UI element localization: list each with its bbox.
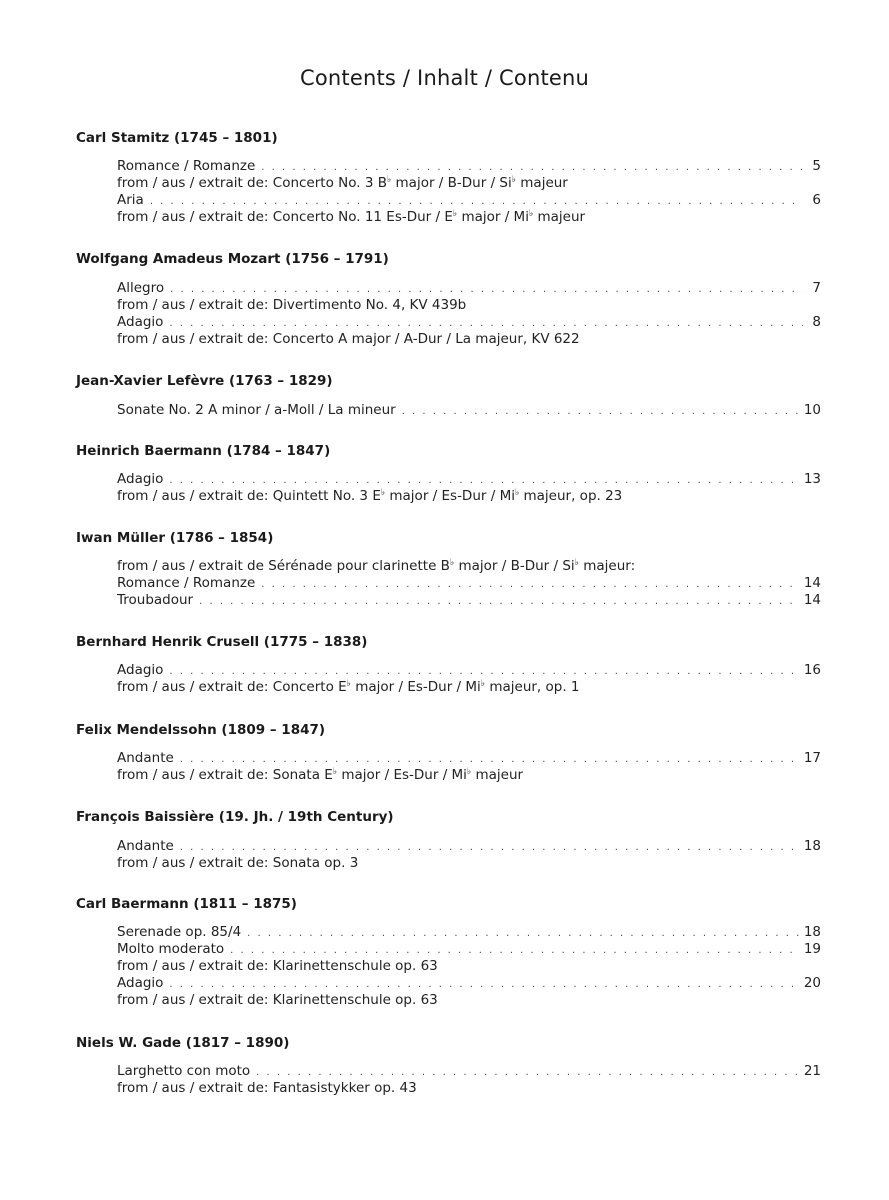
- toc-entry: [117, 402, 821, 419]
- entry-title: Adagio: [117, 314, 164, 330]
- composer-name: Felix Mendelssohn: [76, 722, 217, 738]
- flat-sign: ♭: [380, 488, 386, 498]
- composer-dates: (1775 – 1838): [259, 634, 368, 650]
- flat-sign: ♭: [514, 488, 520, 498]
- toc-entry: [117, 838, 821, 855]
- dot-leader: [180, 751, 800, 768]
- source-note: from / aus / extrait de: Klarinettenschule op. 63: [117, 992, 438, 1008]
- source-note: from / aus / extrait de: Sonata E♭ major / Es-Dur / Mi♭ majeur: [117, 767, 524, 783]
- composer-heading: [76, 634, 816, 650]
- source-note: from / aus / extrait de Sérénade pour clarinette B♭ major / B-Dur / Si♭ majeur:: [117, 558, 636, 574]
- page-number: 16: [803, 662, 821, 678]
- flat-sign: ♭: [346, 679, 351, 689]
- composer-heading: [76, 722, 816, 738]
- dot-leader: [247, 925, 800, 942]
- composer-heading: [76, 130, 816, 146]
- page-number: 8: [812, 314, 821, 330]
- entry-title: Andante: [117, 838, 174, 854]
- page-number: 13: [803, 471, 821, 487]
- dot-leader: [169, 315, 803, 332]
- page-number: 7: [812, 280, 821, 296]
- source-note: from / aus / extrait de: Quintett No. 3 E♭ major / Es-Dur / Mi♭ majeur, op. 23: [117, 488, 623, 504]
- toc-entry: [117, 1063, 821, 1080]
- flat-sign: ♭: [574, 558, 579, 568]
- composer-heading: [76, 1035, 816, 1051]
- flat-sign: ♭: [332, 767, 338, 777]
- toc-entry: [117, 280, 821, 297]
- dot-leader: [169, 663, 799, 680]
- composer-dates: (1784 – 1847): [221, 443, 331, 459]
- page-number: 18: [803, 924, 821, 940]
- flat-sign: ♭: [528, 209, 534, 219]
- entry-title: Adagio: [117, 662, 164, 678]
- source-note: from / aus / extrait de: Concerto No. 3 B♭ major / B-Dur / Si♭ majeur: [117, 175, 568, 191]
- composer-dates: (1817 – 1890): [181, 1035, 290, 1051]
- dot-leader: [230, 942, 800, 959]
- flat-sign: ♭: [449, 558, 455, 568]
- page-number: 14: [803, 575, 821, 591]
- source-note: from / aus / extrait de: Klarinettenschule op. 63: [117, 958, 438, 974]
- entry-title: Allegro: [117, 280, 165, 296]
- composer-dates: (1756 – 1791): [280, 251, 389, 267]
- toc-entry: [117, 471, 821, 488]
- dot-leader: [169, 976, 799, 993]
- toc-entry: [117, 662, 821, 679]
- flat-sign: ♭: [466, 767, 472, 777]
- composer-dates: (1786 – 1854): [165, 530, 274, 546]
- composer-heading: [76, 896, 816, 912]
- entry-title: Molto moderato: [117, 941, 225, 957]
- page-number: 14: [803, 592, 821, 608]
- entry-title: Adagio: [117, 471, 164, 487]
- entry-title: Aria: [117, 192, 144, 208]
- page-number: 20: [803, 975, 821, 991]
- composer-dates: (1745 – 1801): [169, 130, 278, 146]
- toc-entry: [117, 750, 821, 767]
- source-note: from / aus / extrait de: Fantasistykker op. 43: [117, 1080, 417, 1096]
- dot-leader: [180, 839, 800, 856]
- dot-leader: [261, 159, 803, 176]
- entry-title: Sonate No. 2 A minor / a-Moll / La mineur: [117, 402, 396, 418]
- toc-entry: [117, 158, 821, 175]
- page-number: 17: [803, 750, 821, 766]
- composer-heading: [76, 443, 816, 459]
- page-number: 10: [803, 402, 821, 418]
- entry-title: Romance / Romanze: [117, 575, 256, 591]
- page-title: Contents / Inhalt / Contenu: [299, 66, 590, 90]
- entry-title: Andante: [117, 750, 174, 766]
- page-number: 19: [803, 941, 821, 957]
- entry-title: Troubadour: [117, 592, 194, 608]
- composer-heading: [76, 251, 816, 267]
- entry-title: Adagio: [117, 975, 164, 991]
- entry-title: Romance / Romanze: [117, 158, 256, 174]
- entry-title: Larghetto con moto: [117, 1063, 251, 1079]
- dot-leader: [169, 472, 799, 489]
- composer-dates: (1763 – 1829): [224, 373, 333, 389]
- page-number: 21: [803, 1063, 821, 1079]
- toc-entry: [117, 192, 821, 209]
- toc-entry: [117, 975, 821, 992]
- flat-sign: ♭: [386, 175, 392, 185]
- source-note: from / aus / extrait de: Divertimento No. 4, KV 439b: [117, 297, 467, 313]
- composer-name: Carl Stamitz: [76, 130, 170, 146]
- composer-name: Iwan Müller: [76, 530, 166, 546]
- entry-title: Serenade op. 85/4: [117, 924, 242, 940]
- composer-name: François Baissière: [76, 809, 215, 825]
- composer-name: Jean-Xavier Lefèvre: [76, 373, 225, 389]
- dot-leader: [402, 403, 800, 420]
- flat-sign: ♭: [480, 679, 486, 689]
- composer-heading: [76, 530, 816, 546]
- dot-leader: [261, 576, 800, 593]
- flat-sign: ♭: [452, 209, 458, 219]
- dot-leader: [199, 593, 800, 610]
- page-number: 5: [812, 158, 821, 174]
- composer-dates: (1811 – 1875): [188, 896, 297, 912]
- toc-entry: [117, 592, 821, 609]
- source-note: from / aus / extrait de: Sonata op. 3: [117, 855, 359, 871]
- page-number: 6: [812, 192, 821, 208]
- flat-sign: ♭: [511, 175, 516, 185]
- toc-entry: [117, 941, 821, 958]
- composer-name: Carl Baermann: [76, 896, 189, 912]
- source-note: from / aus / extrait de: Concerto A major / A-Dur / La majeur, KV 622: [117, 331, 580, 347]
- toc-entry: [117, 314, 821, 331]
- dot-leader: [256, 1064, 800, 1081]
- dot-leader: [170, 281, 803, 298]
- composer-name: Bernhard Henrik Crusell: [76, 634, 260, 650]
- toc-entry: [117, 924, 821, 941]
- source-note: from / aus / extrait de: Concerto No. 11 Es-Dur / E♭ major / Mi♭ majeur: [117, 209, 586, 225]
- composer-heading: [76, 373, 816, 389]
- composer-dates: (1809 – 1847): [216, 722, 326, 738]
- composer-name: Niels W. Gade: [76, 1035, 182, 1051]
- source-note: from / aus / extrait de: Concerto E♭ major / Es-Dur / Mi♭ majeur, op. 1: [117, 679, 580, 695]
- composer-name: Heinrich Baermann: [76, 443, 222, 459]
- composer-dates: (19. Jh. / 19th Century): [214, 809, 394, 825]
- page-number: 18: [803, 838, 821, 854]
- dot-leader: [150, 193, 803, 210]
- toc-entry: [117, 575, 821, 592]
- composer-heading: [76, 809, 816, 825]
- composer-name: Wolfgang Amadeus Mozart: [76, 251, 281, 267]
